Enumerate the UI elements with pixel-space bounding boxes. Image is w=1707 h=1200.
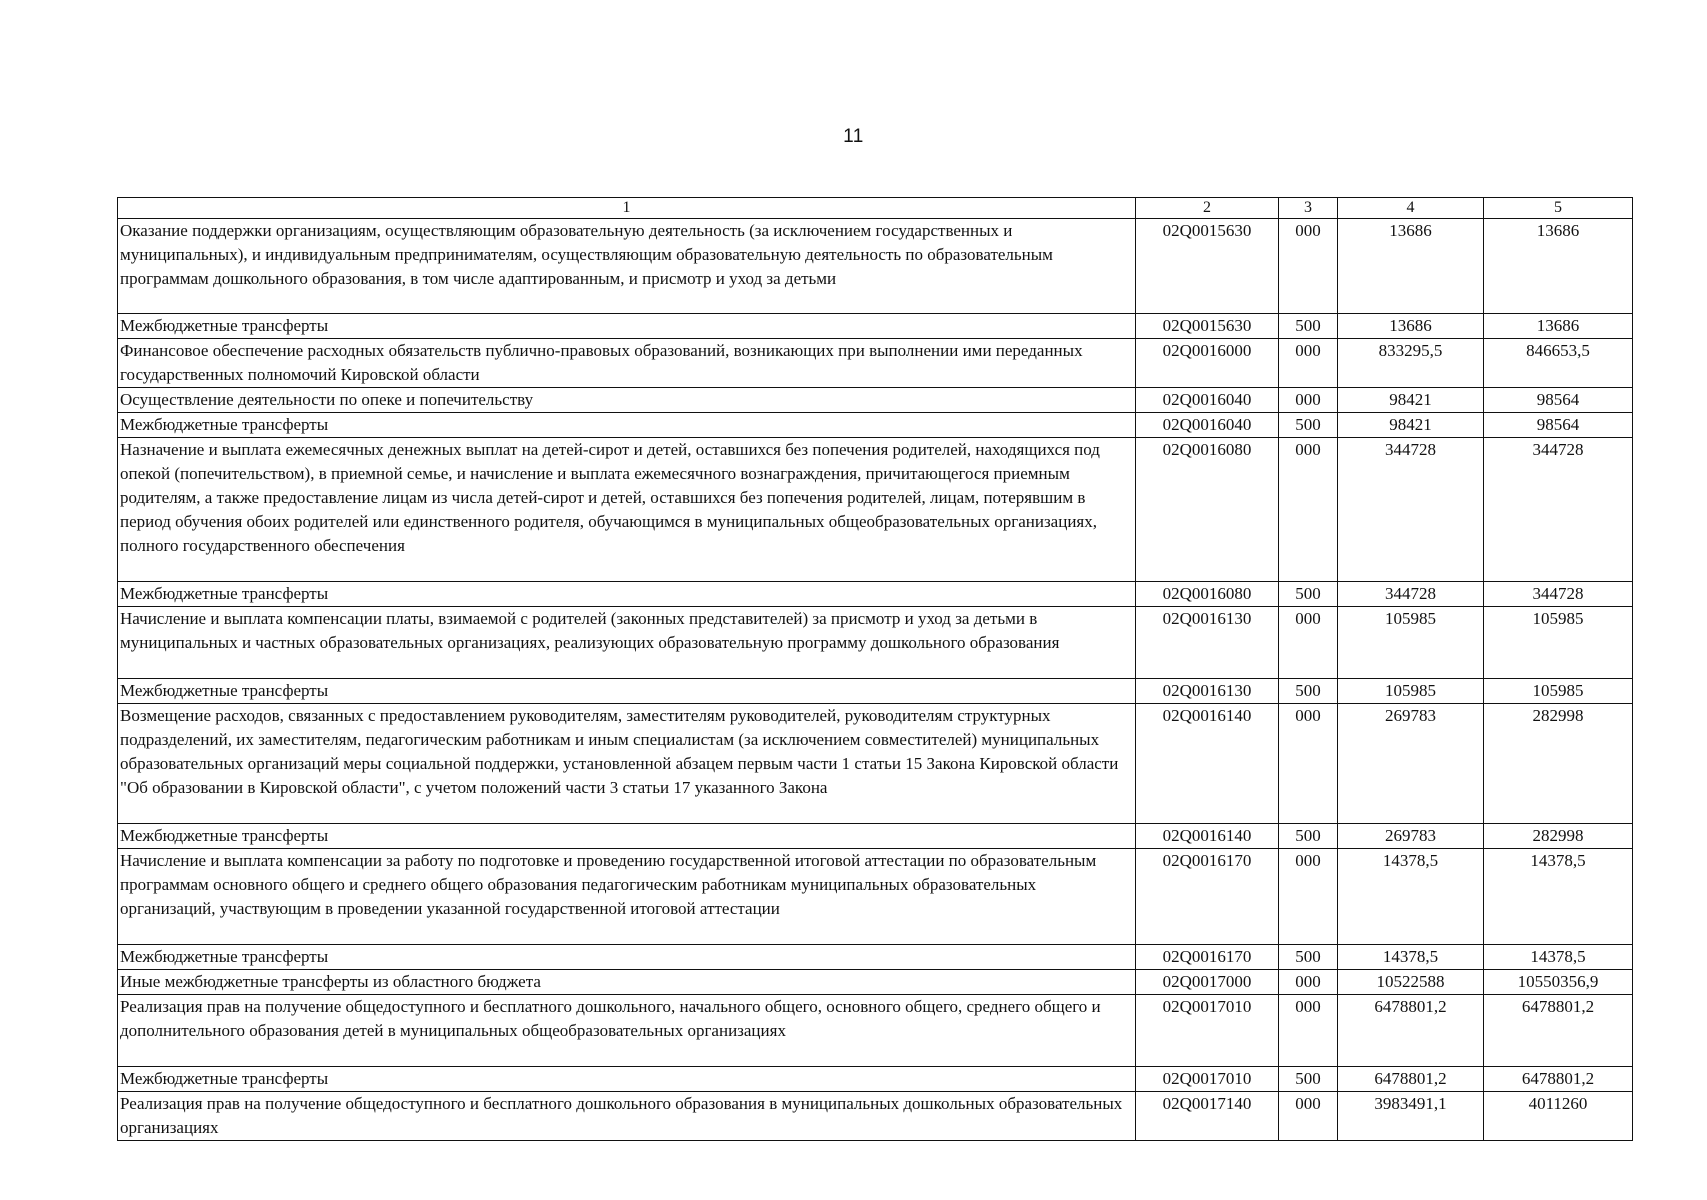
- row-type: 500: [1279, 582, 1338, 607]
- table-row: [118, 995, 1633, 1067]
- row-value-5: 344728: [1484, 582, 1633, 607]
- row-type: 000: [1279, 339, 1338, 388]
- row-value-5: 14378,5: [1484, 849, 1633, 945]
- row-code: 02Q0016080: [1136, 582, 1279, 607]
- row-name: Осуществление деятельности по опеке и попечительству: [118, 388, 1136, 413]
- row-type: 500: [1279, 824, 1338, 849]
- row-type: 000: [1279, 388, 1338, 413]
- table-row: [118, 438, 1633, 582]
- row-name: Назначение и выплата ежемесячных денежных выплат на детей-сирот и детей, оставшихся без попечения родителей, находящихся под опекой (попечительством), в приемной семье, и начисление и выплата ежемесячного вознаграждения, причитающегося приемным родителям, а также предоставление лицам из числа детей-сирот и детей, оставшихся без попечения родителей, лицам, потерявшим в период обучения обоих родителей или единственного родителя, обучающимся в муниципальных общеобразовательных организациях, полного государственного обеспечения: [118, 438, 1136, 582]
- table-row: [118, 219, 1633, 314]
- row-name: Межбюджетные трансферты: [118, 1067, 1136, 1092]
- row-value-4: 3983491,1: [1338, 1092, 1484, 1141]
- column-header-2: 2: [1136, 198, 1279, 219]
- row-name: Возмещение расходов, связанных с предоставлением руководителям, заместителям руководителей, руководителям структурных подразделений, их заместителям, педагогическим работникам и иным специалистам (за исключением совместителей) муниципальных образовательных организаций меры социальной поддержки, установленной абзацем первым части 1 статьи 15 Закона Кировской области "Об образовании в Кировской области", с учетом положений части 3 статьи 17 указанного Закона: [118, 704, 1136, 824]
- table-header-row: [118, 198, 1633, 219]
- row-value-4: 833295,5: [1338, 339, 1484, 388]
- row-name: Начисление и выплата компенсации за работу по подготовке и проведению государственной итоговой аттестации по образовательным программам основного общего и среднего общего образования педагогическим работникам муниципальных образовательных организаций, участвующим в проведении указанной государственной итоговой аттестации: [118, 849, 1136, 945]
- row-type: 000: [1279, 970, 1338, 995]
- row-code: 02Q0016080: [1136, 438, 1279, 582]
- row-code: 02Q0015630: [1136, 314, 1279, 339]
- row-value-5: 98564: [1484, 413, 1633, 438]
- row-value-5: 98564: [1484, 388, 1633, 413]
- row-value-4: 269783: [1338, 704, 1484, 824]
- row-value-4: 14378,5: [1338, 945, 1484, 970]
- row-value-5: 13686: [1484, 219, 1633, 314]
- row-name: Финансовое обеспечение расходных обязательств публично-правовых образований, возникающих при выполнении ими переданных государственных полномочий Кировской области: [118, 339, 1136, 388]
- table-row: [118, 388, 1633, 413]
- row-type: 000: [1279, 1092, 1338, 1141]
- row-type: 000: [1279, 704, 1338, 824]
- row-type: 000: [1279, 995, 1338, 1067]
- row-type: 000: [1279, 438, 1338, 582]
- row-name: Оказание поддержки организациям, осуществляющим образовательную деятельность (за исключением государственных и муниципальных), и индивидуальным предпринимателям, осуществляющим образовательную деятельность по образовательным программам дошкольного образования, в том числе адаптированным, и присмотр и уход за детьми: [118, 219, 1136, 314]
- row-value-4: 13686: [1338, 219, 1484, 314]
- row-name: Межбюджетные трансферты: [118, 679, 1136, 704]
- table-row: [118, 413, 1633, 438]
- column-header-4: 4: [1338, 198, 1484, 219]
- row-value-5: 6478801,2: [1484, 995, 1633, 1067]
- table-row: [118, 1067, 1633, 1092]
- row-code: 02Q0015630: [1136, 219, 1279, 314]
- row-value-4: 105985: [1338, 607, 1484, 679]
- row-value-4: 269783: [1338, 824, 1484, 849]
- row-value-5: 6478801,2: [1484, 1067, 1633, 1092]
- row-name: Межбюджетные трансферты: [118, 314, 1136, 339]
- row-value-4: 98421: [1338, 388, 1484, 413]
- row-value-5: 10550356,9: [1484, 970, 1633, 995]
- row-name: Реализация прав на получение общедоступного и бесплатного дошкольного, начального общего, основного общего, среднего общего и дополнительного образования детей в муниципальных общеобразовательных организациях: [118, 995, 1136, 1067]
- row-value-4: 98421: [1338, 413, 1484, 438]
- row-value-5: 13686: [1484, 314, 1633, 339]
- row-name: Реализация прав на получение общедоступного и бесплатного дошкольного образования в муниципальных дошкольных образовательных организациях: [118, 1092, 1136, 1141]
- column-header-1: 1: [118, 198, 1136, 219]
- row-value-4: 344728: [1338, 438, 1484, 582]
- row-type: 000: [1279, 849, 1338, 945]
- row-name: Межбюджетные трансферты: [118, 582, 1136, 607]
- row-code: 02Q0017010: [1136, 1067, 1279, 1092]
- row-code: 02Q0016140: [1136, 824, 1279, 849]
- row-code: 02Q0017000: [1136, 970, 1279, 995]
- row-value-4: 105985: [1338, 679, 1484, 704]
- row-code: 02Q0016170: [1136, 945, 1279, 970]
- row-name: Межбюджетные трансферты: [118, 945, 1136, 970]
- page-number: 11: [843, 126, 864, 147]
- table-row: [118, 824, 1633, 849]
- table-row: [118, 1092, 1633, 1141]
- row-name: Иные межбюджетные трансферты из областного бюджета: [118, 970, 1136, 995]
- row-value-5: 4011260: [1484, 1092, 1633, 1141]
- row-type: 500: [1279, 314, 1338, 339]
- row-value-4: 6478801,2: [1338, 995, 1484, 1067]
- row-code: 02Q0016040: [1136, 388, 1279, 413]
- row-code: 02Q0016000: [1136, 339, 1279, 388]
- row-code: 02Q0016130: [1136, 607, 1279, 679]
- row-value-4: 10522588: [1338, 970, 1484, 995]
- row-code: 02Q0016130: [1136, 679, 1279, 704]
- row-value-5: 105985: [1484, 607, 1633, 679]
- row-value-4: 14378,5: [1338, 849, 1484, 945]
- budget-table: [117, 197, 1633, 1141]
- row-type: 500: [1279, 413, 1338, 438]
- table-row: [118, 582, 1633, 607]
- row-code: 02Q0016040: [1136, 413, 1279, 438]
- table-row: [118, 607, 1633, 679]
- row-value-4: 13686: [1338, 314, 1484, 339]
- table-row: [118, 679, 1633, 704]
- row-code: 02Q0017140: [1136, 1092, 1279, 1141]
- row-name: Начисление и выплата компенсации платы, взимаемой с родителей (законных представителей) за присмотр и уход за детьми в муниципальных и частных образовательных организациях, реализующих образовательную программу дошкольного образования: [118, 607, 1136, 679]
- row-type: 000: [1279, 219, 1338, 314]
- row-value-5: 344728: [1484, 438, 1633, 582]
- row-code: 02Q0016140: [1136, 704, 1279, 824]
- row-value-5: 282998: [1484, 824, 1633, 849]
- row-code: 02Q0017010: [1136, 995, 1279, 1067]
- row-type: 500: [1279, 945, 1338, 970]
- table-row: [118, 945, 1633, 970]
- row-value-5: 14378,5: [1484, 945, 1633, 970]
- row-value-4: 344728: [1338, 582, 1484, 607]
- column-header-5: 5: [1484, 198, 1633, 219]
- row-type: 500: [1279, 679, 1338, 704]
- column-header-3: 3: [1279, 198, 1338, 219]
- table-row: [118, 339, 1633, 388]
- row-value-5: 846653,5: [1484, 339, 1633, 388]
- row-type: 000: [1279, 607, 1338, 679]
- row-value-5: 282998: [1484, 704, 1633, 824]
- row-value-5: 105985: [1484, 679, 1633, 704]
- row-value-4: 6478801,2: [1338, 1067, 1484, 1092]
- row-name: Межбюджетные трансферты: [118, 413, 1136, 438]
- table-row: [118, 970, 1633, 995]
- row-type: 500: [1279, 1067, 1338, 1092]
- row-code: 02Q0016170: [1136, 849, 1279, 945]
- row-name: Межбюджетные трансферты: [118, 824, 1136, 849]
- table-row: [118, 849, 1633, 945]
- table-row: [118, 704, 1633, 824]
- table-row: [118, 314, 1633, 339]
